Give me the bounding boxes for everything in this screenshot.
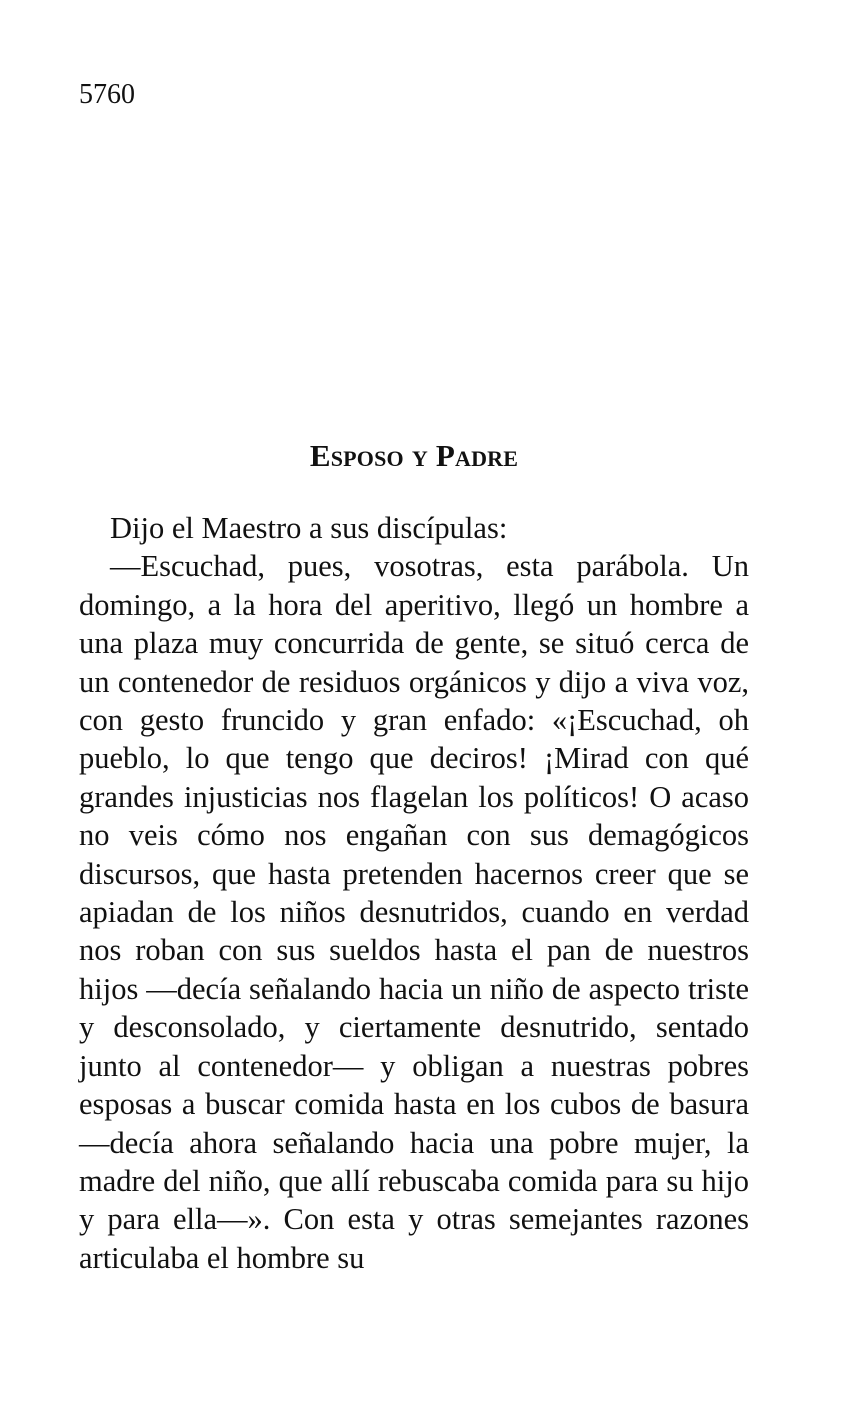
paragraph: —Escuchad, pues, vosotras, esta parábola. Un domingo, a la hora del aperitivo, llegó un hombre a una plaza muy concurrida de gente, se situó cerca de un contenedor de residuos orgánicos y dijo a viva voz, con gesto fruncido y gran enfado: «¡Escuchad, oh pueblo, lo que tengo que deciros! ¡Mirad con qué grandes injusticias nos flagelan los políticos! O acaso no veis cómo nos engañan con sus demagógicos discursos, que hasta pretenden hacernos creer que se apiadan de los niños desnutridos, cuando en verdad nos roban con sus sueldos hasta el pan de nuestros hijos —decía señalando hacia un niño de aspecto triste y desconsolado, y ciertamente desnutrido, sentado junto al contenedor— y obligan a nuestras pobres esposas a buscar comida hasta en los cubos de basura —decía ahora señalando hacia una pobre mujer, la madre del niño, que allí rebuscaba comida para su hijo y para ella—». Con esta y otras semejantes razones articulaba el hombre su [79, 549, 749, 1275]
body-text [79, 509, 749, 1277]
page-number: 5760 [79, 79, 135, 110]
paragraph: Dijo el Maestro a sus discípulas: [110, 511, 508, 545]
chapter-title: Esposo y Padre [309, 438, 519, 473]
